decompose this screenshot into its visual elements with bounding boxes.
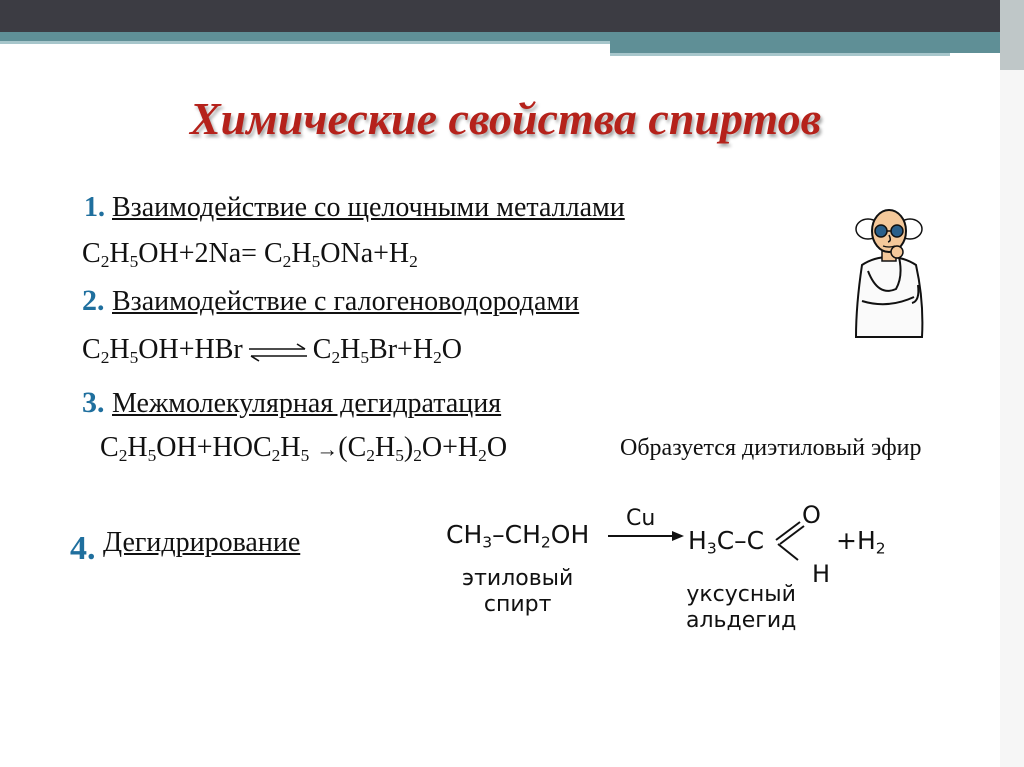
eq1-part: C	[82, 238, 101, 269]
equation-1	[82, 238, 418, 270]
eq3-sub: 2	[478, 446, 487, 466]
catalyst-label: Cu	[626, 506, 656, 531]
equation-3-note: Образуется диэтиловый эфир	[620, 435, 922, 461]
accent-band-right	[610, 41, 1000, 53]
formula-sub: 3	[482, 533, 493, 552]
equation-2	[82, 334, 462, 366]
reaction-arrow-icon: →	[316, 436, 339, 462]
accent-line	[0, 41, 610, 44]
eq1-sub: 2	[282, 252, 292, 272]
item-1-heading: Взаимодействие со щелочными металлами	[112, 192, 625, 223]
item-3	[82, 386, 501, 420]
eq3-part: H	[127, 432, 148, 463]
formula-part: –	[492, 520, 505, 549]
item-2	[82, 284, 579, 318]
eq2-part: OH+HBr	[138, 334, 243, 365]
eq3-sub: 5	[300, 446, 310, 466]
eq2-sub: 2	[331, 348, 341, 368]
accent-band	[0, 32, 1000, 41]
eq3-part: OH+HOC	[156, 432, 272, 463]
product-name	[686, 582, 796, 634]
product-name-line: уксусный	[686, 582, 796, 607]
eq1-part: H	[291, 238, 312, 269]
eq3-part: )	[403, 432, 414, 463]
formula-sub: 3	[706, 539, 717, 558]
eq3-part: H	[280, 432, 301, 463]
eq3-sub: 5	[147, 446, 157, 466]
eq1-sub: 5	[129, 252, 139, 272]
eq1-sub: 2	[100, 252, 110, 272]
eq1-part: ONa+H	[320, 238, 410, 269]
eq3-part: O+H	[421, 432, 479, 463]
hydrogen-product	[836, 526, 886, 558]
accent-line-right	[610, 53, 950, 56]
eq3-sub: 5	[395, 446, 404, 466]
item-3-number: 3.	[82, 386, 105, 419]
product-formula	[688, 526, 765, 558]
right-edge	[1000, 0, 1024, 767]
item-1-number: 1.	[84, 192, 105, 223]
eq2-sub: 2	[433, 348, 442, 368]
reactant-formula	[446, 520, 590, 552]
top-bar	[0, 0, 1024, 32]
formula-part: H	[688, 526, 707, 555]
eq2-part: O	[441, 334, 462, 365]
eq2-part: C	[312, 334, 332, 365]
equilibrium-arrow-icon	[247, 342, 309, 362]
eq2-sub: 5	[360, 348, 370, 368]
formula-sub: 2	[875, 539, 886, 558]
eq2-sub: 2	[100, 348, 110, 368]
formula-part: CH	[446, 520, 483, 549]
slide-title: Химические свойства спиртов	[190, 93, 822, 144]
eq3-part: O	[486, 432, 508, 463]
eq1-part: OH+2Na= C	[138, 238, 283, 269]
formula-part: CH	[504, 520, 541, 549]
equation-3	[100, 432, 507, 464]
reactant-name-line: спирт	[483, 592, 552, 617]
item-2-number: 2.	[82, 284, 105, 317]
eq3-sub: 2	[413, 446, 422, 466]
item-2-heading: Взаимодействие с галогеноводородами	[112, 286, 580, 317]
oxygen-atom: O	[802, 501, 821, 529]
eq2-sub: 5	[129, 348, 139, 368]
eq1-sub: 5	[311, 252, 321, 272]
item-4-heading: Дегидрирование	[103, 527, 301, 558]
thinking-professor-icon	[848, 205, 930, 341]
formula-sub: 2	[540, 533, 551, 552]
eq1-sub: 2	[409, 252, 418, 272]
eq1-part: H	[109, 238, 130, 269]
catalytic-arrow-icon	[606, 528, 686, 544]
eq3-part: H	[374, 432, 396, 463]
formula-part: OH	[550, 520, 590, 549]
eq3-sub: 2	[118, 446, 128, 466]
eq3-sub: 2	[366, 446, 375, 466]
reactant-name	[462, 566, 573, 618]
eq2-part: H	[340, 334, 361, 365]
item-4	[70, 527, 301, 568]
eq2-part: H	[109, 334, 130, 365]
eq2-part: Br+H	[369, 334, 434, 365]
item-1	[84, 192, 625, 224]
eq3-part: C	[100, 432, 119, 463]
reactant-name-line: этиловый	[462, 566, 574, 591]
item-3-heading: Межмолекулярная дегидратация	[112, 388, 502, 419]
eq3-sub: 2	[271, 446, 281, 466]
formula-part: C–C	[716, 526, 765, 555]
eq2-part: C	[82, 334, 101, 365]
item-4-number: 4.	[70, 530, 96, 567]
eq3-part: (C	[338, 432, 367, 463]
hydrogen-atom: H	[812, 560, 831, 588]
formula-part: +H	[836, 526, 876, 555]
product-name-line: альдегид	[686, 608, 797, 633]
